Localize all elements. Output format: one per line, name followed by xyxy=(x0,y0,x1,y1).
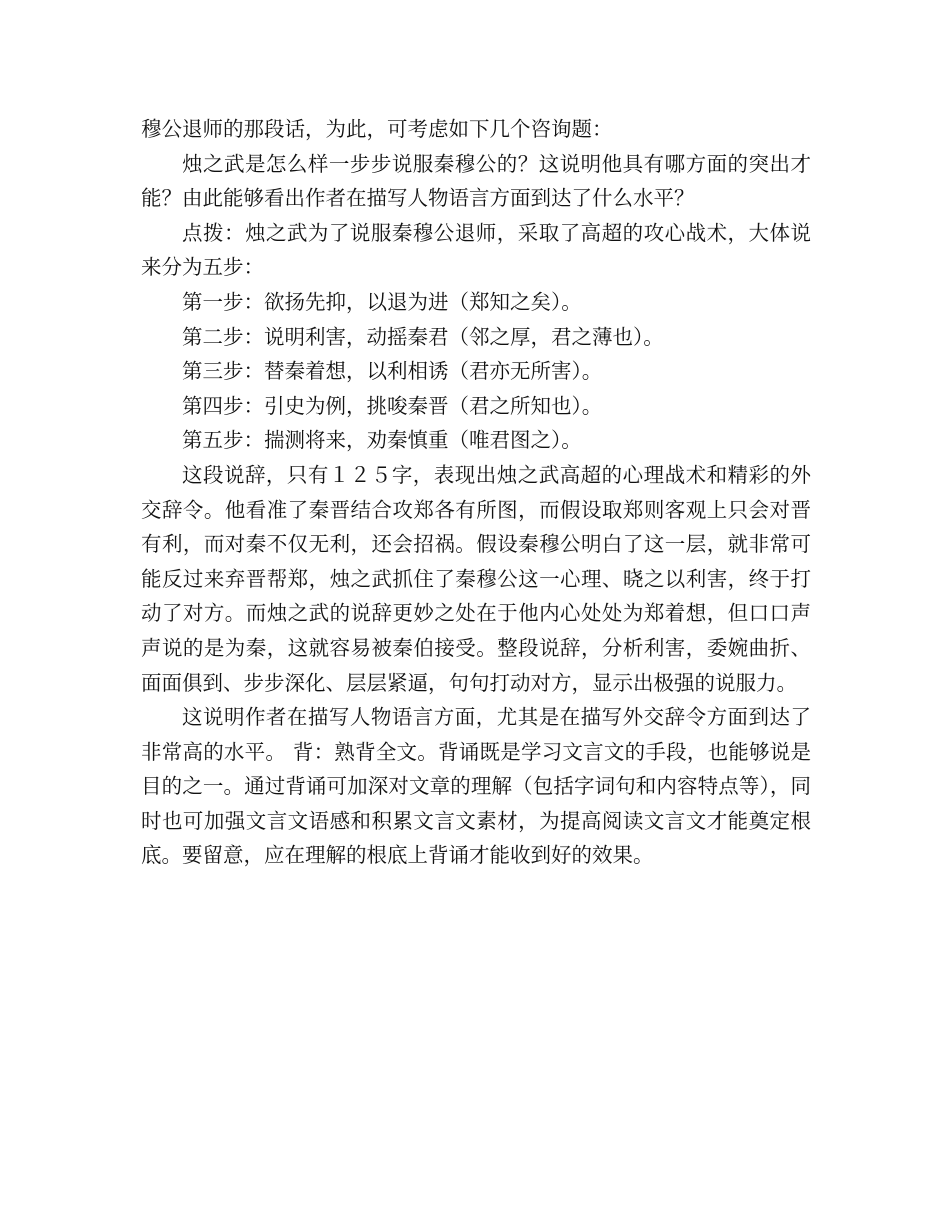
step-3: 第三步：替秦着想，以利相诱（君亦无所害）。 xyxy=(182,359,603,384)
paragraph-conclusion: 这说明作者在描写人物语言方面，尤其是在描写外交辞令方面到达了非常高的水平。 背：熟背全文。背诵既是学习文言文的手段，也能够说是目的之一。通过背诵可加深对文章的理解（包括字词句和内容特点等），同时也可加强文言文语感和积累文言文素材，为提高阅读文言文才能奠定根底。要留意，应在理解的根底上背诵才能收到好的效果。 xyxy=(141,705,811,868)
step-1: 第一步：欲扬先抑，以退为进（郑知之矣）。 xyxy=(182,289,582,314)
paragraph-analysis: 这段说辞，只有１２５字，表现出烛之武高超的心理战术和精彩的外交辞令。他看准了秦晋结合攻郑各有所图，而假设取郑则客观上只会对晋有利，而对秦不仅无利，还会招祸。假设秦穆公明白了这一层，就非常可能反过来弃晋帮郑，烛之武抓住了秦穆公这一心理、晓之以利害，终于打动了对方。而烛之武的说辞更妙之处在于他内心处处为郑着想，但口口声声说的是为秦，这就容易被秦伯接受。整段说辞，分析利害，委婉曲折、面面俱到、步步深化、层层紧逼，句句打动对方，显示出极强的说服力。 xyxy=(141,462,811,695)
paragraph-question: 烛之武是怎么样一步步说服秦穆公的？这说明他具有哪方面的突出才能？由此能够看出作者在描写人物语言方面到达了什么水平？ xyxy=(141,151,811,211)
paragraph-continuation: 穆公退师的那段话，为此，可考虑如下几个咨询题： xyxy=(141,117,613,141)
paragraph-hint: 点拨：烛之武为了说服秦穆公退师，采取了高超的攻心战术，大体说来分为五步： xyxy=(141,220,811,280)
step-5: 第五步：揣测将来，劝秦慎重（唯君图之）。 xyxy=(182,428,582,453)
document-body xyxy=(141,112,811,873)
step-4: 第四步：引史为例，挑唆秦晋（君之所知也）。 xyxy=(182,393,603,418)
step-2: 第二步：说明利害，动摇秦君（邻之厚，君之薄也）。 xyxy=(182,324,664,349)
